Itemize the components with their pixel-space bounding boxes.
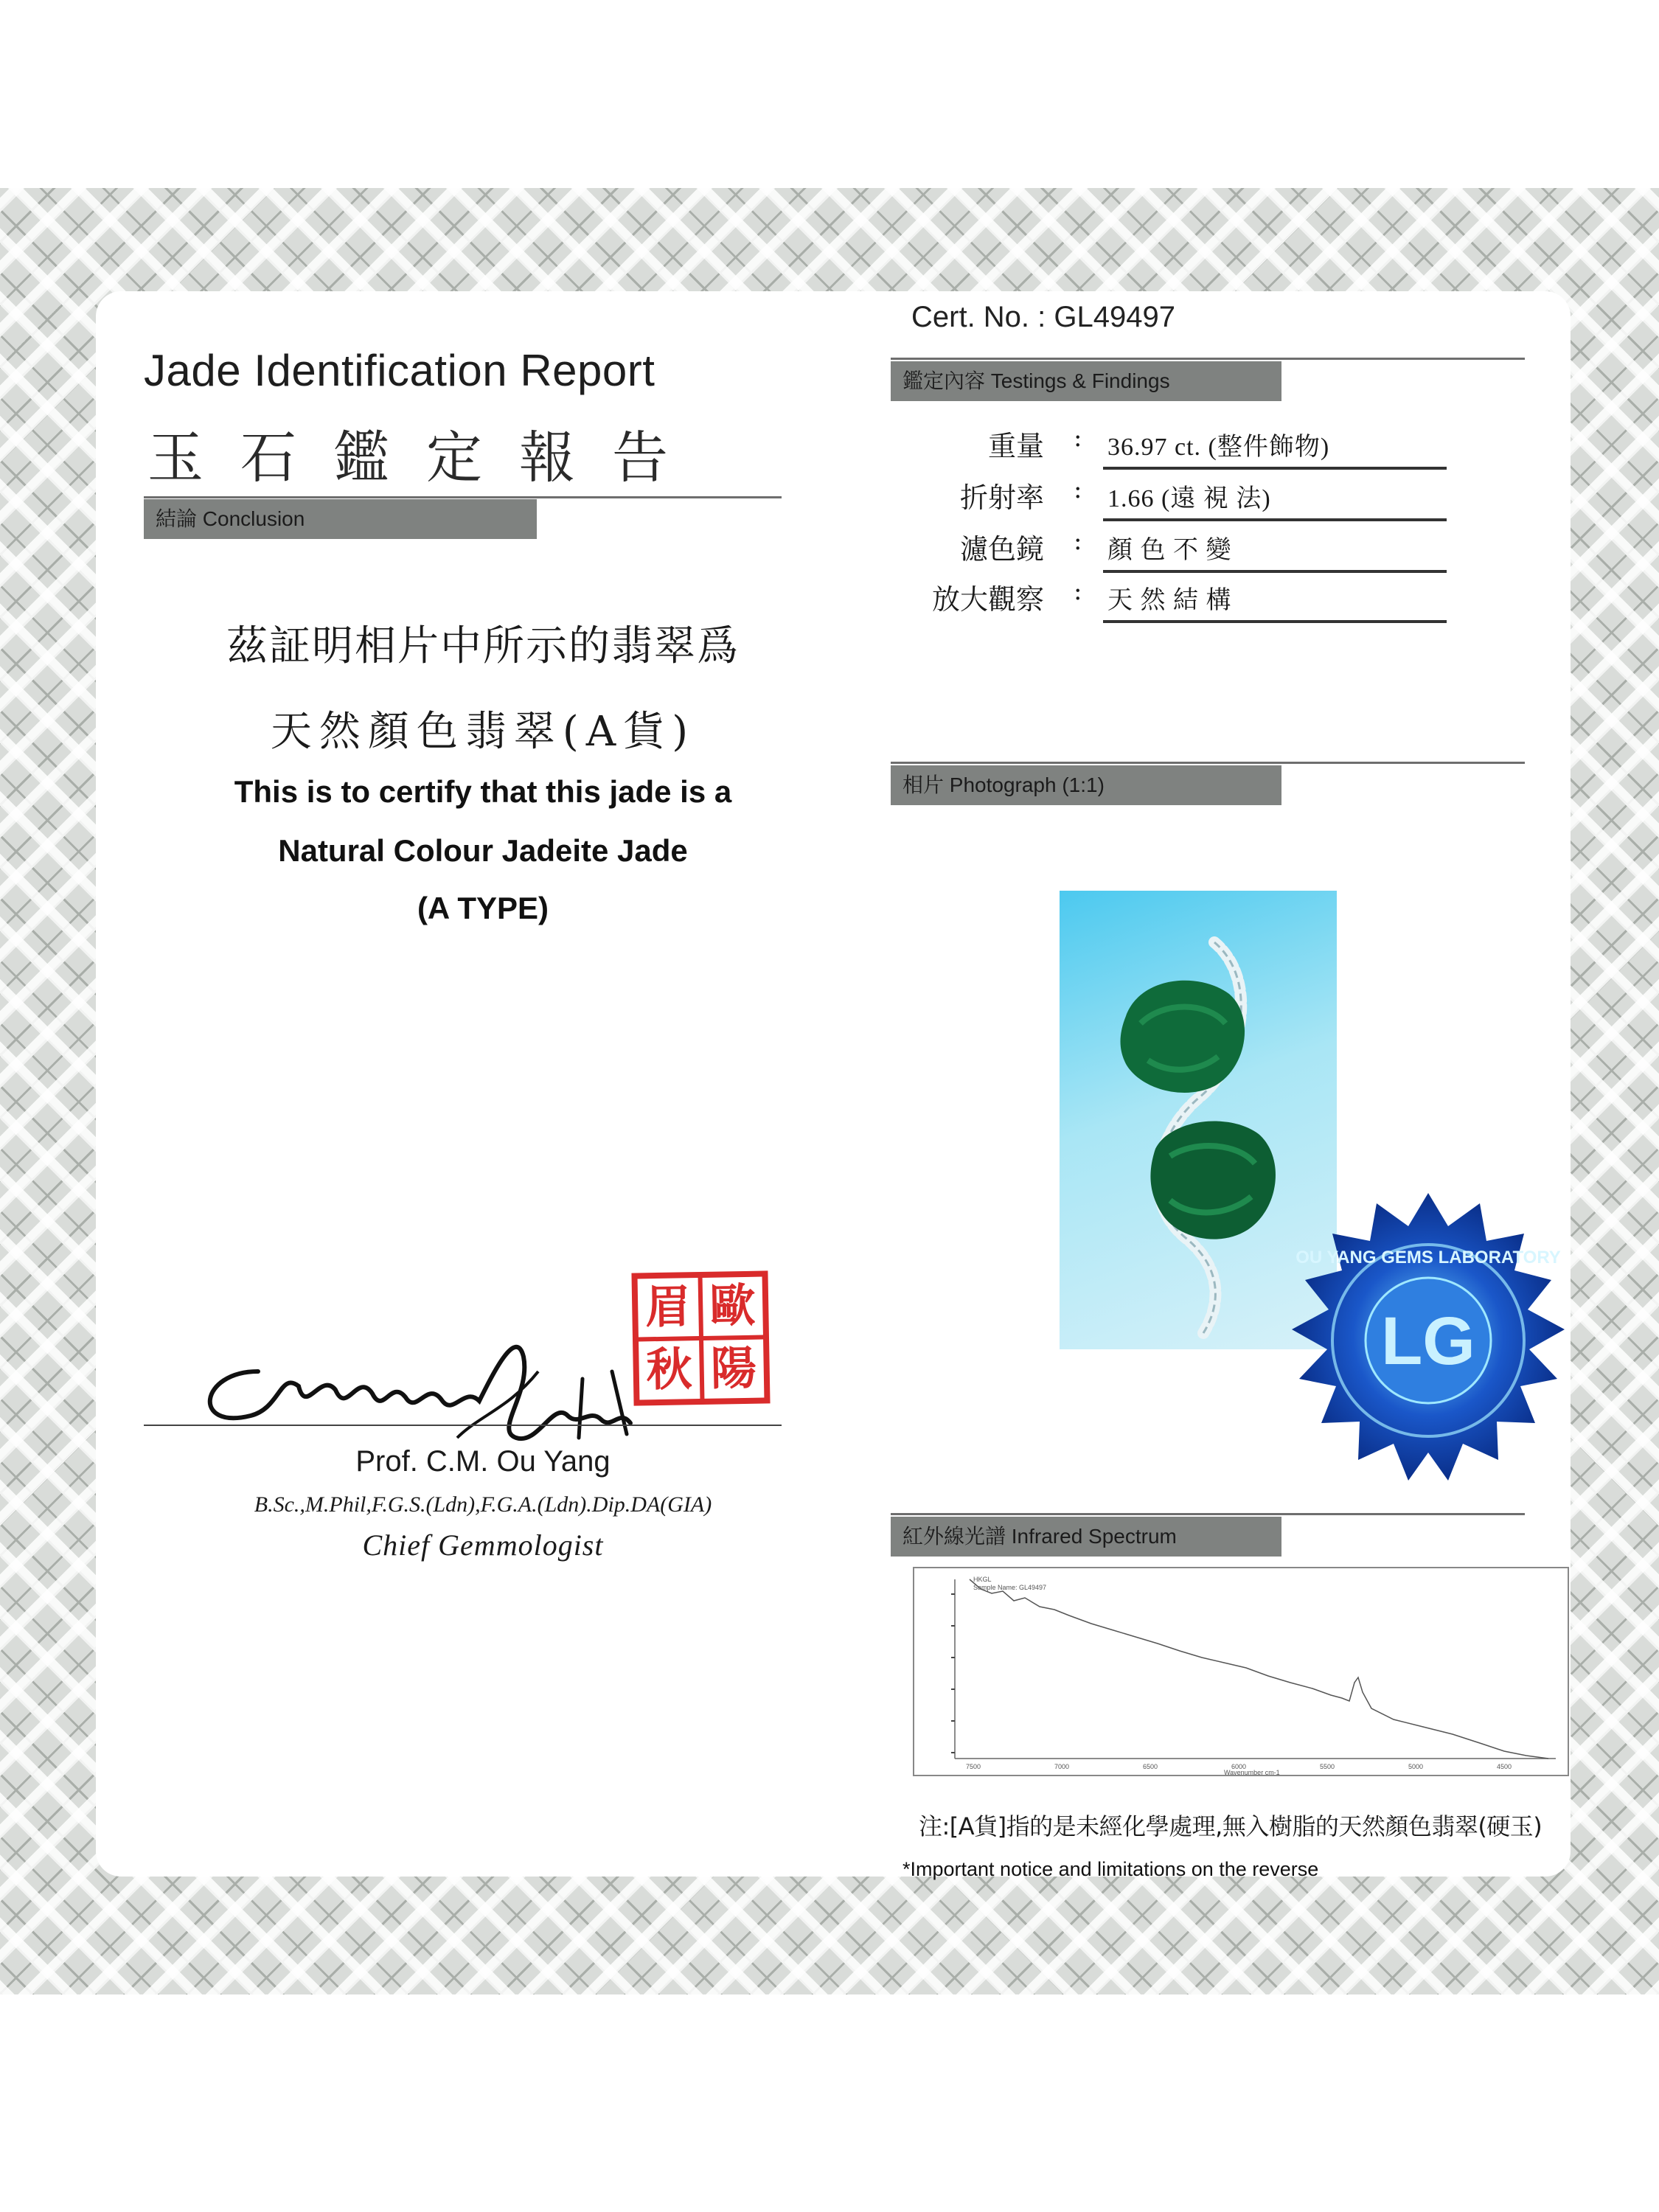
spectrum-plot — [914, 1568, 1568, 1775]
signature-line — [144, 1425, 782, 1426]
photo-divider — [891, 762, 1525, 764]
important-notice: *Important notice and limitations on the reverse — [902, 1858, 1319, 1880]
finding-row-magnification — [911, 574, 1531, 618]
conclusion-en-line-1: This is to certify that this jade is a — [234, 774, 732, 809]
hologram-text: OU YANG GEMS LABORATORY — [1295, 1248, 1561, 1267]
spectrum-header — [973, 1576, 1046, 1592]
laboratory-hologram-seal — [1255, 1193, 1601, 1517]
finding-value: 36.97 ct. (整件飾物) — [1103, 426, 1447, 470]
findings-bar: 鑑定內容 Testings & Findings — [891, 361, 1281, 401]
infrared-spectrum-chart — [913, 1567, 1569, 1776]
finding-value: 1.66 (遠 視 法) — [1103, 478, 1447, 521]
signatory-name: Prof. C.M. Ou Yang — [355, 1445, 611, 1478]
finding-label: 濾色鏡 — [959, 533, 1044, 566]
spectrum-header-lab: HKGL — [973, 1576, 992, 1583]
title-divider — [144, 496, 782, 498]
seal-char: 秋 — [639, 1340, 700, 1399]
spectrum-x-tick: 6500 — [1143, 1763, 1158, 1770]
signatory-position: Chief Gemmologist — [362, 1528, 604, 1562]
photo-bar: 相片 Photograph (1:1) — [891, 765, 1281, 805]
spectrum-bar: 紅外線光譜 Infrared Spectrum — [891, 1517, 1281, 1557]
spectrum-x-tick: 5000 — [1408, 1763, 1424, 1770]
cert-number-label: Cert. No. : — [911, 301, 1046, 333]
finding-value: 顏 色 不 變 — [1103, 529, 1447, 573]
finding-row-refractive-index — [911, 472, 1531, 516]
conclusion-en-line-3: (A TYPE) — [417, 891, 549, 925]
seal-char: 陽 — [703, 1340, 765, 1399]
finding-label: 重量 — [987, 430, 1044, 462]
hologram-monogram: LG — [1381, 1304, 1475, 1379]
spectrum-x-tick: 7000 — [1054, 1763, 1070, 1770]
conclusion-bar: 結論 Conclusion — [144, 499, 537, 539]
handwritten-signature — [170, 1327, 730, 1453]
findings-divider — [891, 358, 1525, 360]
spectrum-x-tick: 5500 — [1320, 1763, 1335, 1770]
cert-number — [911, 301, 1175, 334]
finding-value: 天 然 結 構 — [1103, 580, 1447, 623]
finding-row-filter — [911, 524, 1531, 568]
spectrum-x-label: Wavenumber cm-1 — [1224, 1769, 1280, 1775]
conclusion-en-line-2: Natural Colour Jadeite Jade — [278, 833, 688, 868]
cert-number-value: GL49497 — [1054, 301, 1175, 333]
spectrum-x-tick: 4500 — [1497, 1763, 1512, 1770]
finding-colon: : — [1074, 475, 1082, 504]
finding-label: 折射率 — [959, 481, 1044, 514]
spectrum-header-sample: Sample Name: GL49497 — [973, 1584, 1047, 1591]
seal-char: 眉 — [638, 1278, 699, 1337]
spectrum-x-tick: 7500 — [966, 1763, 981, 1770]
signatory-qualifications: B.Sc.,M.Phil,F.G.S.(Ldn),F.G.A.(Ldn).Dip.DA(GIA) — [254, 1492, 712, 1517]
type-a-footnote: 注:[A貨]指的是未經化學處理,無入樹脂的天然顏色翡翠(硬玉) — [919, 1812, 1543, 1840]
conclusion-zh-line-1: 茲証明相片中所示的翡翠爲 — [226, 622, 740, 670]
seal-char: 歐 — [702, 1277, 763, 1336]
report-title-en: Jade Identification Report — [144, 346, 655, 395]
conclusion-zh-line-2: 天然顏色翡翠(A貨) — [270, 708, 696, 756]
finding-colon: : — [1074, 423, 1082, 453]
finding-colon: : — [1074, 526, 1082, 556]
spectrum-divider — [891, 1513, 1525, 1515]
spectrum-x-tick: 6000 — [1231, 1763, 1247, 1770]
finding-colon: : — [1074, 577, 1082, 606]
finding-row-weight — [911, 420, 1531, 465]
report-title-zh: 玉石鑑定報告 — [147, 425, 705, 490]
finding-label: 放大觀察 — [931, 583, 1044, 616]
